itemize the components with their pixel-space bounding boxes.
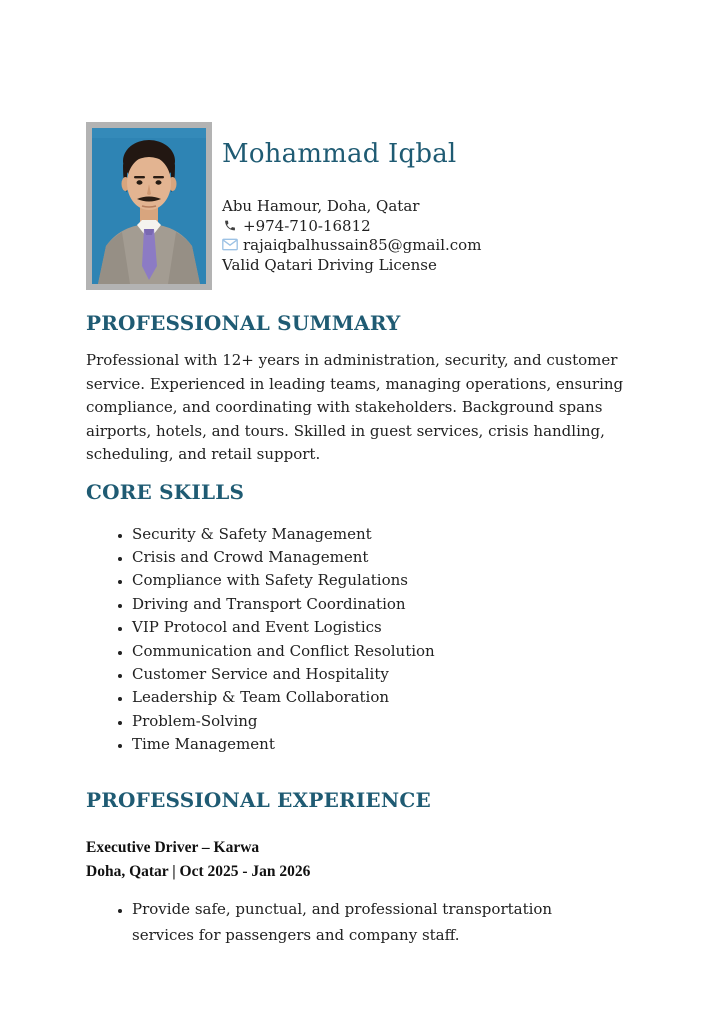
- skill-item: • Problem-Solving: [132, 710, 640, 733]
- skill-item: • Communication and Conflict Resolution: [132, 640, 640, 663]
- person-name: Mohammad Iqbal: [222, 139, 457, 169]
- skill-item: • Driving and Transport Coordination: [132, 593, 640, 616]
- job-bullet-list: [86, 896, 606, 948]
- contact-email: rajaiqbalhussain85@gmail.com: [243, 236, 482, 254]
- contact-license: Valid Qatari Driving License: [222, 255, 437, 274]
- contact-block: [222, 197, 481, 275]
- job-location-dates: Doha, Qatar | Oct 2025 - Jan 2026: [86, 862, 311, 880]
- contact-phone-line: [222, 217, 481, 237]
- contact-phone: +974-710-16812: [243, 216, 371, 235]
- skill-item: • Security & Safety Management: [132, 523, 640, 546]
- section-heading-core-skills: CORE SKILLS: [86, 479, 245, 504]
- header-info: [222, 122, 481, 275]
- summary-paragraph: Professional with 12+ years in administration, security, and customer service. Experienced in leading teams, managing operations, ensuring compliance, and coordinating with stakeholders. Background spans airports, hotels, and tours. Skilled in guest services, crisis handling, scheduling, and retail support.: [86, 351, 624, 463]
- section-heading-professional-experience: PROFESSIONAL EXPERIENCE: [86, 787, 431, 812]
- job-bullet: • Provide safe, punctual, and professional transportation services for passengers and company staff.: [132, 896, 606, 948]
- skill-item: • VIP Protocol and Event Logistics: [132, 616, 640, 639]
- profile-photo: [86, 122, 212, 290]
- section-heading-professional-summary: PROFESSIONAL SUMMARY: [86, 311, 401, 335]
- envelope-icon: [222, 238, 238, 251]
- skill-item: • Customer Service and Hospitality: [132, 663, 640, 686]
- skill-item: • Leadership & Team Collaboration: [132, 686, 640, 709]
- job-entry: [86, 836, 640, 948]
- contact-email-line: [222, 236, 481, 256]
- phone-icon: [222, 219, 238, 232]
- job-title: Executive Driver – Karwa: [86, 838, 260, 856]
- skill-item: • Crisis and Crowd Management: [132, 546, 640, 569]
- resume-header: [86, 122, 640, 290]
- skill-item: • Time Management: [132, 733, 640, 756]
- skill-item: • Compliance with Safety Regulations: [132, 569, 640, 592]
- contact-location: Abu Hamour, Doha, Qatar: [222, 197, 420, 215]
- portrait-illustration: [92, 128, 206, 284]
- core-skills-list: [86, 523, 640, 757]
